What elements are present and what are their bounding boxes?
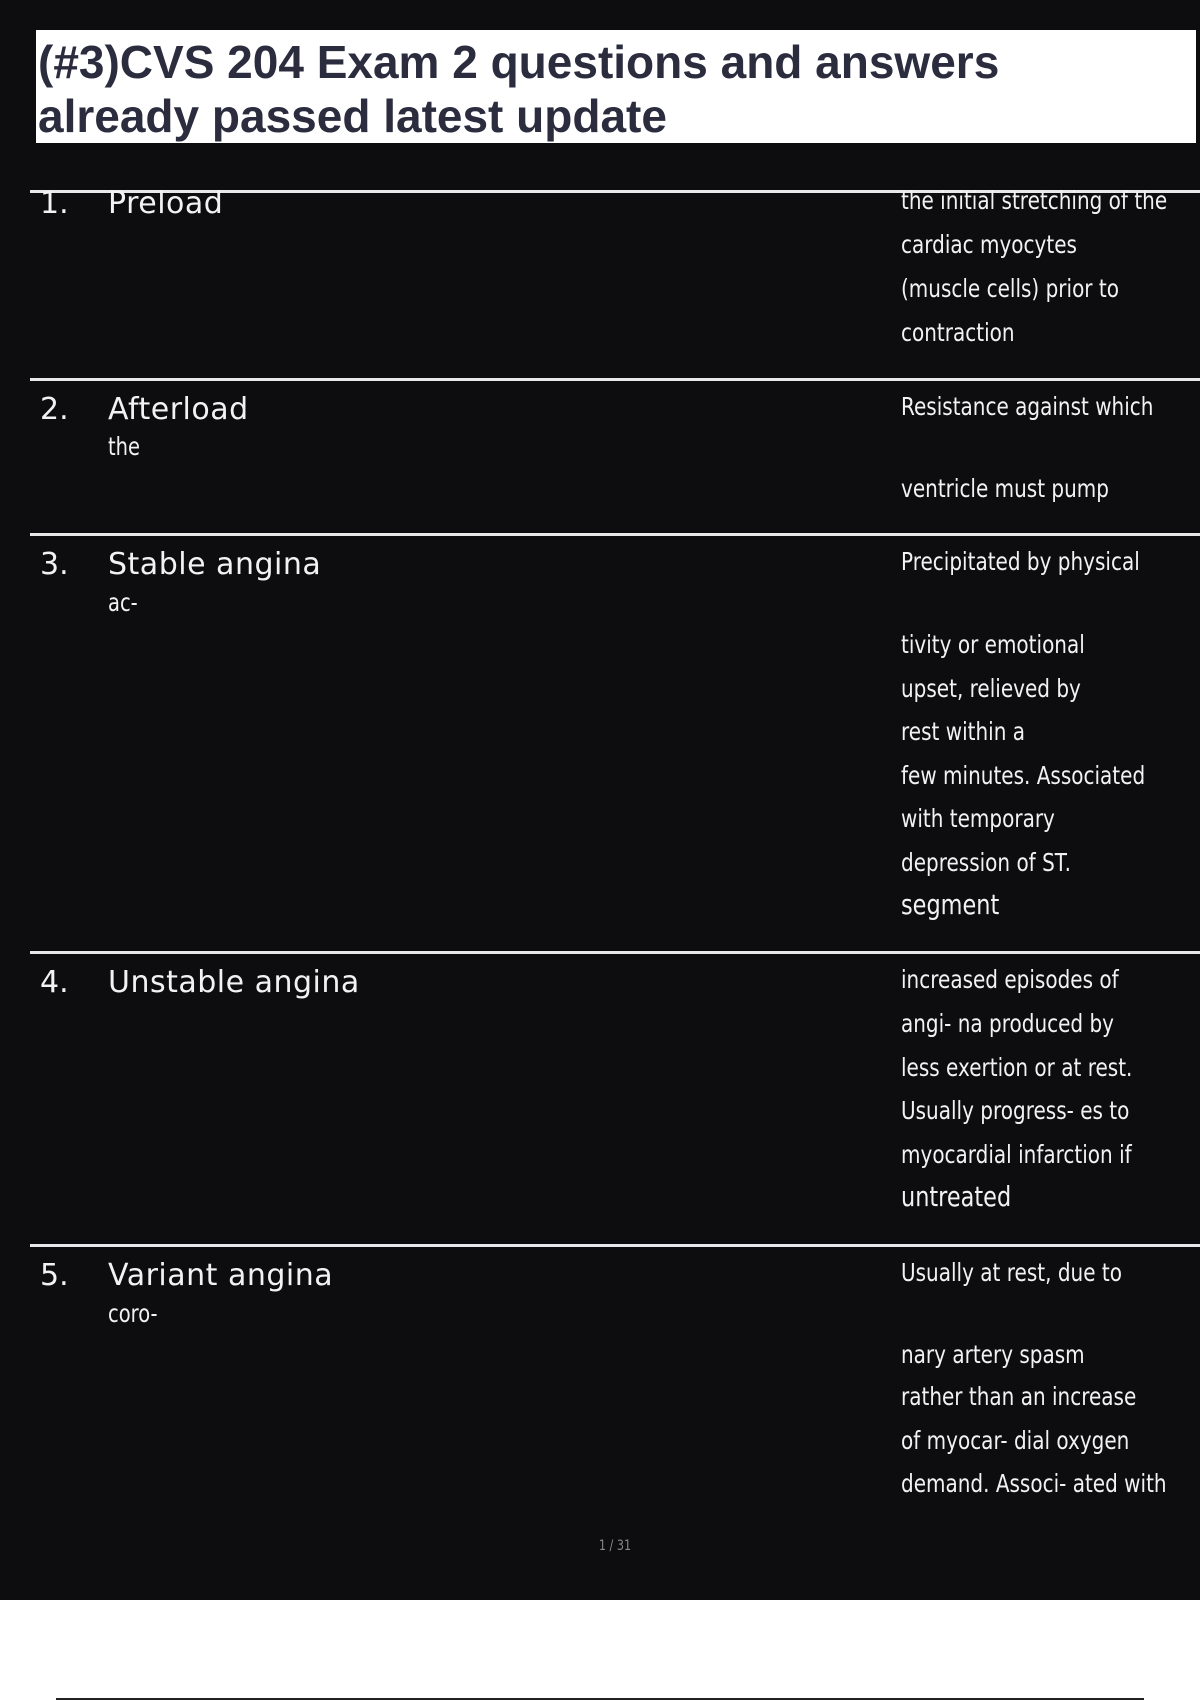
definition-line: nary artery spasm xyxy=(901,1340,1085,1369)
item-definition xyxy=(901,1258,1193,1508)
definition-line: less exertion or at rest. xyxy=(901,1053,1133,1082)
item-definition xyxy=(901,547,1193,932)
definition-line: angi- na produced by xyxy=(901,1009,1115,1038)
definition-line: untreated xyxy=(901,1180,1012,1213)
item-term-fragment: the xyxy=(108,432,141,461)
item-term: Stable angina xyxy=(108,547,322,582)
row-divider xyxy=(30,951,1200,954)
definition-line: depression of ST. xyxy=(901,848,1071,877)
definition-line: Usually progress- es to xyxy=(901,1096,1130,1125)
definition-line: demand. Associ- ated with xyxy=(901,1469,1167,1498)
item-number: 3. xyxy=(40,547,69,582)
definition-line: of myocar- dial oxygen xyxy=(901,1426,1130,1455)
definition-line: rather than an increase xyxy=(901,1382,1137,1411)
item-number: 1. xyxy=(40,186,69,221)
item-term: Unstable angina xyxy=(108,965,360,1000)
title-line-1: (#3)CVS 204 Exam 2 questions and answers xyxy=(38,36,1000,88)
definition-line: Precipitated by physical xyxy=(901,547,1140,576)
row-divider xyxy=(30,533,1200,536)
definition-line: tivity or emotional xyxy=(901,630,1085,659)
definition-line: myocardial infarction if xyxy=(901,1140,1132,1169)
item-term-fragment: coro- xyxy=(108,1299,158,1328)
definition-line: segment xyxy=(901,888,1000,921)
title-box xyxy=(36,30,1196,143)
item-term-fragment: ac- xyxy=(108,588,138,617)
definition-line: with temporary xyxy=(901,804,1055,833)
item-term: Variant angina xyxy=(108,1258,334,1293)
definition-line: upset, relieved by xyxy=(901,674,1081,703)
page-indicator: 1 / 31 xyxy=(598,1538,632,1554)
row-divider xyxy=(30,1244,1200,1247)
definition-line: contraction xyxy=(901,318,1015,347)
definition-line: Resistance against which xyxy=(901,392,1154,421)
definition-line: increased episodes of xyxy=(901,965,1119,994)
item-number: 2. xyxy=(40,392,69,427)
item-term: Afterload xyxy=(108,392,249,427)
definition-line: few minutes. Associated xyxy=(901,761,1146,790)
item-definition xyxy=(901,965,1193,1225)
item-term: Preload xyxy=(108,186,224,221)
definition-line: (muscle cells) prior to xyxy=(901,274,1119,303)
item-number: 5. xyxy=(40,1258,69,1293)
definition-line: the initial stretching of the xyxy=(901,186,1168,215)
row-divider xyxy=(30,378,1200,381)
definition-line: rest within a xyxy=(901,717,1025,746)
item-number: 4. xyxy=(40,965,69,1000)
title-line-2: already passed latest update xyxy=(38,90,667,142)
definition-line: ventricle must pump xyxy=(901,474,1109,503)
item-definition xyxy=(901,392,1193,522)
definition-line: cardiac myocytes xyxy=(901,230,1077,259)
item-definition xyxy=(901,186,1193,356)
definition-line: Usually at rest, due to xyxy=(901,1258,1122,1287)
